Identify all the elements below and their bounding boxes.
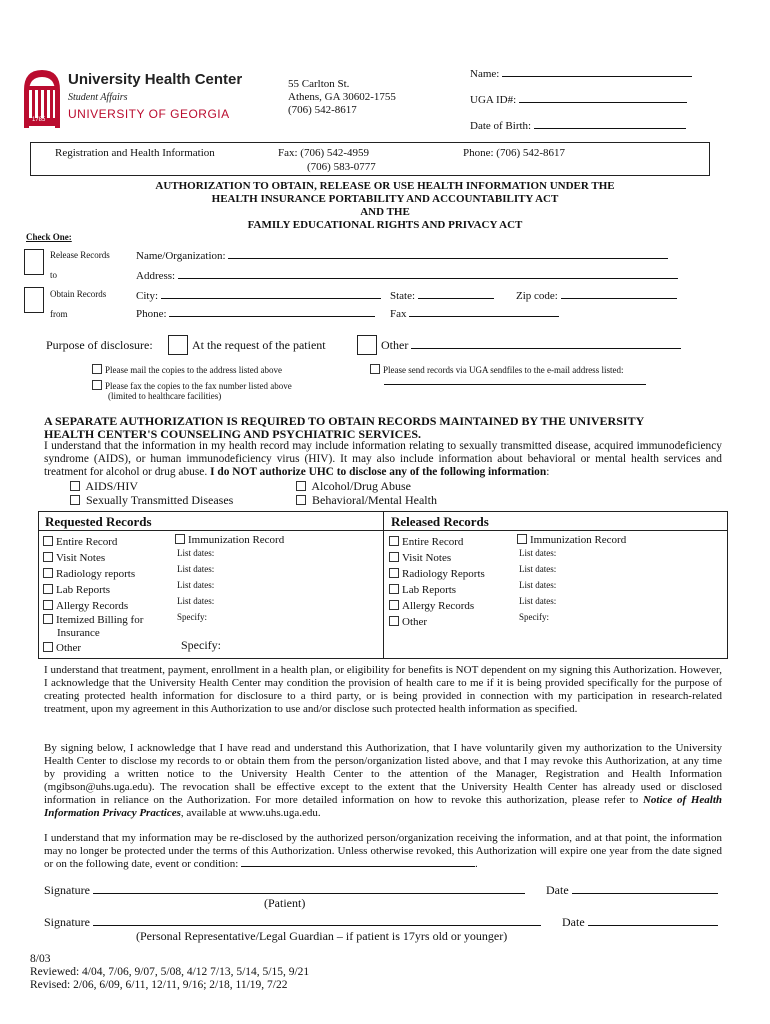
alcohol-label: Alcohol/Drug Abuse [311,479,411,493]
fax-checkbox[interactable] [92,380,102,390]
checkbox[interactable] [389,568,399,578]
hiv-body-bold: I do NOT authorize UHC to disclose any of the following information [210,466,547,478]
hiv-disclosure-text [44,440,722,479]
checkbox[interactable] [389,600,399,610]
form-date: 8/03 [30,953,51,965]
checkbox[interactable] [43,614,53,624]
rel-visit-notes[interactable] [389,550,485,566]
rel-list-dates-4: List dates: [519,596,557,606]
std-label: Sexually Transmitted Diseases [86,493,234,507]
patient-name-field[interactable] [470,66,692,80]
ugaid-line [519,92,687,103]
city-field[interactable] [136,288,381,302]
other-line [411,338,681,349]
logo-year: 1785 [32,117,46,123]
records-header-rule [39,530,727,531]
req-lab[interactable] [43,582,143,598]
separate-auth-line-1: A SEPARATE AUTHORIZATION IS REQUIRED TO OBTAIN RECORDS MAINTAINED BY THE UNIVERSITY [44,414,645,428]
address-line-1: 55 Carlton St. [288,78,350,90]
req-specify-small: Specify: [177,612,207,622]
release-label-2: to [50,270,58,280]
signature-label: Signature [44,915,90,929]
bar-fax-2: (706) 583-0777 [307,161,376,173]
dob-field[interactable] [470,118,686,132]
std-option[interactable] [70,493,233,508]
req-list-dates-1: List dates: [177,548,215,558]
purpose-label: Purpose of disclosure: [46,338,153,352]
aids-checkbox[interactable] [70,481,80,491]
mail-option[interactable] [92,364,282,375]
title-line-1: AUTHORIZATION TO OBTAIN, RELEASE OR USE HEALTH INFORMATION UNDER THE [155,180,615,192]
requested-list [43,534,143,657]
state-field[interactable] [390,288,494,302]
sendfiles-label: Please send records via UGA sendfiles to the e-mail address listed: [383,365,624,375]
req-billing[interactable] [43,614,143,640]
item-label: Immunization Record [530,534,627,546]
address-label: Address: [136,270,176,282]
treatment-paragraph: I understand that treatment, payment, enrollment in a health plan, or eligibility for benefits is NOT dependent on my signing this Authorization. However, I acknowledge that the University Health Center may condition the provision of health care to me if it is being provided specifically for the purpose of creating protected health information for disclosure to a third party, or is being provided in connection with my participation in research-related treatment, upon my agreement in this Authorization to use and/or disclose such protected health information as specified. [44,664,722,715]
rel-entire-record[interactable] [389,534,485,550]
phone-line [169,306,375,317]
behavioral-option[interactable] [296,493,437,508]
phone-field[interactable] [136,306,375,320]
title-line-2: HEALTH INSURANCE PORTABILITY AND ACCOUNTABILITY ACT [211,193,559,205]
other-label: Other [381,338,409,352]
redisclosure-paragraph: I understand that my information may be re-disclosed by the authorized person/organization receiving the information, and at that point, the information may no longer be protected under the terms of this Authorization. Unless otherwise revoked, this Authorization will expire one year from the date signed or on the following date, event or condition: . [44,832,722,870]
checkbox[interactable] [43,552,53,562]
phone-label: Phone: [136,308,167,320]
fax-option[interactable] [92,380,292,391]
patient-signature-line [93,883,525,894]
released-records-title: Released Records [391,514,489,529]
records-table [38,511,728,659]
obtain-label-1: Obtain Records [50,289,107,299]
email-line[interactable] [384,384,646,385]
fax-label: Fax [390,308,407,320]
form-title [0,180,770,232]
aids-label: AIDS/HIV [85,479,139,493]
zip-line [561,288,677,299]
alcohol-option[interactable] [296,479,411,494]
state-line [418,288,494,299]
insurance-label: Insurance [57,627,100,639]
name-org-line [228,248,668,259]
other-purpose-checkbox[interactable] [357,335,377,355]
mail-checkbox[interactable] [92,364,102,374]
other-purpose-field[interactable] [381,338,681,353]
rel-allergy[interactable] [389,598,485,614]
item-label: Immunization Record [188,534,285,546]
req-allergy[interactable] [43,598,143,614]
bar-department: Registration and Health Information [55,147,215,159]
obtain-records-checkbox[interactable] [24,287,44,313]
dob-line [534,118,686,129]
hiv-body-end: : [546,466,550,478]
bar-fax-1: Fax: (706) 542-4959 [278,147,370,159]
item-label: Visit Notes [56,552,106,564]
req-entire-record[interactable] [43,534,143,550]
behavioral-label: Behavioral/Mental Health [312,493,437,507]
req-visit-notes[interactable] [43,550,143,566]
separate-auth-line-2: HEALTH CENTER'S COUNSELING AND PSYCHIATRIC SERVICES. [44,427,422,441]
date-label: Date [546,883,569,897]
item-label: Radiology reports [56,568,136,580]
item-label: Radiology Reports [402,568,485,580]
patient-date-line [572,883,718,894]
logo-university: UNIVERSITY OF GEORGIA [68,107,230,121]
guardian-date-field[interactable] [562,915,718,930]
name-org-field[interactable] [136,248,668,262]
req-other[interactable] [43,640,143,657]
requested-records-title: Requested Records [45,514,152,529]
patient-date-field[interactable] [546,883,718,898]
patient-request-checkbox[interactable] [168,335,188,355]
revocation-end: , available at www.uhs.uga.edu. [180,807,321,819]
sendfiles-option[interactable] [370,364,623,375]
rel-list-dates-3: List dates: [519,580,557,590]
checkbox[interactable] [389,616,399,626]
obtain-label-2: from [50,309,68,319]
name-label: Name: [470,68,500,80]
guardian-caption: (Personal Representative/Legal Guardian – if patient is 17yrs old or younger) [136,929,508,943]
address-line-3: (706) 542-8617 [288,104,357,116]
revised-dates: Revised: 2/06, 6/09, 6/11, 12/11, 9/16; 2/18, 11/19, 7/22 [30,979,288,991]
zip-label: Zip code: [516,290,558,302]
bar-phone: Phone: (706) 542-8617 [463,147,566,159]
release-records-checkbox[interactable] [24,249,44,275]
fax-note: (limited to healthcare facilities) [108,391,222,401]
logo-title: University Health Center [68,71,243,88]
checkbox[interactable] [175,534,185,544]
req-list-dates-3: List dates: [177,580,215,590]
revocation-body: By signing below, I acknowledge that I have read and understand this Authorization, that I have voluntarily given my authorization to the University Health Center to disclose my records to or obtain them from the person/organization listed above, and that I may revoke this Authorization, at any time by providing a written notice to the University Health Center to the attention of the Manager, Registration and Health Information (mgibson@uhs.uga.edu). The revocation shall be effective except to the extent that the University Health Center has already used or disclosed information in reliance on the Authorization. For more detailed information on how to revoke this authorization, please refer to [44,742,722,806]
sendfiles-checkbox[interactable] [370,364,380,374]
checkbox[interactable] [43,584,53,594]
rel-list-dates-2: List dates: [519,564,557,574]
dob-label: Date of Birth: [470,120,532,132]
guardian-date-line [588,915,718,926]
fax-line [409,306,559,317]
reviewed-dates: Reviewed: 4/04, 7/06, 9/07, 5/08, 4/12 7/13, 5/14, 5/15, 9/21 [30,966,310,978]
fax-field[interactable] [390,306,559,320]
redisclosure-body: I understand that my information may be re-disclosed by the authorized person/organization receiving the information, and at that point, the information may no longer be protected under the terms of this Authorization. Unless otherwise revoked, this Authorization will expire one year from the date signed or on the following date, event or condition: [44,832,722,870]
checkbox[interactable] [43,600,53,610]
patient-caption: (Patient) [264,896,306,910]
item-label: Allergy Records [56,600,129,612]
hiv-body: I understand that the information in my health record may include information relating to sexually transmitted disease, acquired immunodeficiency syndrome (AIDS), or human immunodeficiency virus (HIV). It may also include information about behavioral or mental health services and treatment for alcohol or drug abuse. [44,440,722,478]
item-label: Other [56,642,82,654]
mail-label: Please mail the copies to the address listed above [105,365,282,375]
guardian-signature-line [93,915,541,926]
req-list-dates-2: List dates: [177,564,215,574]
checkbox[interactable] [389,584,399,594]
state-label: State: [390,290,416,302]
alcohol-checkbox[interactable] [296,481,306,491]
title-line-3: AND THE [360,206,410,218]
city-line [161,288,381,299]
released-list [389,534,485,630]
guardian-signature-field[interactable] [44,915,541,930]
date-label: Date [562,915,585,929]
records-divider [383,512,384,658]
name-line [502,66,692,77]
rel-other[interactable] [389,614,485,630]
rel-radiology[interactable] [389,566,485,582]
checkbox[interactable] [43,642,53,652]
item-label: Allergy Records [402,600,475,612]
address-line-2: Athens, GA 30602-1755 [288,91,396,103]
signature-label: Signature [44,883,90,897]
rel-lab[interactable] [389,582,485,598]
privacy-notice-title: Notice of Health Information Privacy Practices [44,794,723,819]
logo-subtitle: Student Affairs [68,92,128,103]
checkbox[interactable] [389,536,399,546]
zip-field[interactable] [516,288,677,302]
checkbox[interactable] [43,536,53,546]
patient-request-label: At the request of the patient [192,338,326,352]
revocation-paragraph [44,742,722,820]
rel-list-dates-1: List dates: [519,548,557,558]
expiration-line[interactable] [241,858,475,867]
fax-copies-label: Please fax the copies to the fax number listed above [105,381,292,391]
checkbox[interactable] [43,568,53,578]
check-one-label: Check One: [26,232,72,242]
rel-specify: Specify: [519,612,549,622]
item-label: Other [402,616,428,628]
item-label: Lab Reports [402,584,457,596]
address-field[interactable] [136,268,678,282]
behavioral-checkbox[interactable] [296,495,306,505]
uga-id-field[interactable] [470,92,687,106]
address-line [178,268,678,279]
req-immunization[interactable] [175,534,284,546]
aids-option[interactable] [70,479,138,494]
item-label: Entire Record [56,536,118,548]
title-line-4: FAMILY EDUCATIONAL RIGHTS AND PRIVACY ACT [247,219,523,231]
req-specify-big: Specify: [181,638,221,652]
city-label: City: [136,290,159,302]
req-radiology[interactable] [43,566,143,582]
ugaid-label: UGA ID#: [470,94,517,106]
req-list-dates-4: List dates: [177,596,215,606]
item-label: Lab Reports [56,584,111,596]
item-label: Visit Notes [402,552,452,564]
release-label-1: Release Records [50,250,110,260]
checkbox[interactable] [389,552,399,562]
item-label: Entire Record [402,536,464,548]
uga-logo [22,68,62,130]
rel-immunization[interactable] [517,534,626,546]
info-bar [30,142,710,176]
item-label: Itemized Billing for [56,614,144,626]
name-org-label: Name/Organization: [136,250,226,262]
checkbox[interactable] [517,534,527,544]
std-checkbox[interactable] [70,495,80,505]
